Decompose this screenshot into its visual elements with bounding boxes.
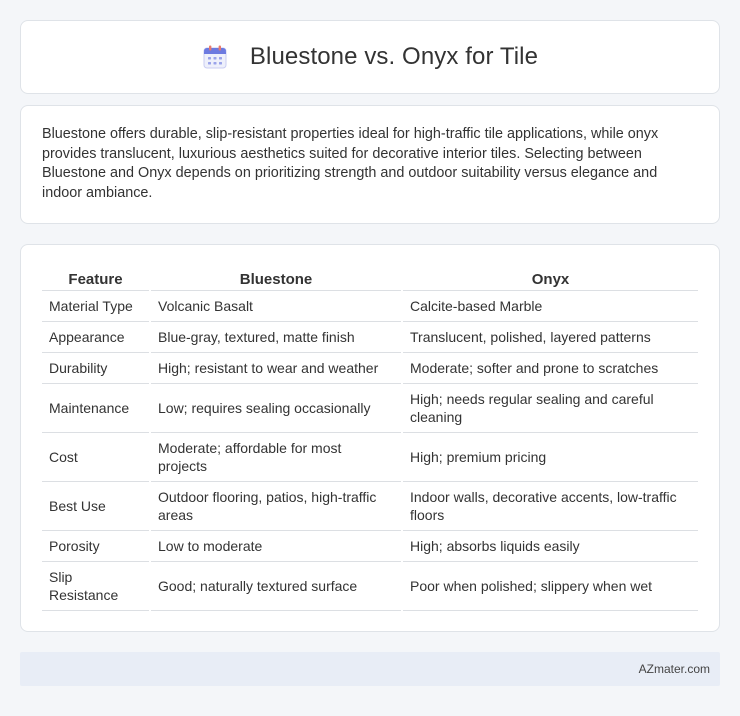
summary-text: Bluestone offers durable, slip-resistant properties ideal for high-traffic tile applications, while onyx provides translucent, luxurious aesthetics suited for decorative interior tiles. Selecting between Bluestone and Onyx depends on prioritizing strength and outdoor suitability versus elegance and indoor ambiance. — [42, 126, 659, 201]
feature-cell: Durability — [42, 352, 150, 383]
title-card — [20, 20, 720, 94]
onyx-cell: Moderate; softer and prone to scratches — [402, 352, 698, 383]
header-feature: Feature — [42, 265, 150, 290]
feature-cell: Best Use — [42, 481, 150, 530]
feature-cell: Slip Resistance — [42, 561, 150, 610]
onyx-cell: Indoor walls, decorative accents, low-traffic floors — [402, 481, 698, 530]
title-wrap — [202, 43, 538, 71]
bluestone-cell: Moderate; affordable for most projects — [150, 432, 402, 481]
bluestone-cell: Good; naturally textured surface — [150, 561, 402, 610]
table-row — [42, 432, 698, 481]
onyx-cell: High; premium pricing — [402, 432, 698, 481]
table-row — [42, 290, 698, 321]
table-header-row — [42, 265, 698, 290]
feature-cell: Cost — [42, 432, 150, 481]
table-row — [42, 481, 698, 530]
comparison-card — [20, 244, 720, 632]
onyx-cell: High; absorbs liquids easily — [402, 530, 698, 561]
table-row — [42, 561, 698, 610]
feature-cell: Appearance — [42, 321, 150, 352]
page-title: Bluestone vs. Onyx for Tile — [249, 43, 539, 70]
header-bluestone: Bluestone — [150, 265, 402, 290]
onyx-cell: High; needs regular sealing and careful cleaning — [402, 383, 698, 432]
bluestone-cell: Low; requires sealing occasionally — [150, 383, 402, 432]
feature-cell: Material Type — [42, 290, 150, 321]
summary-card — [20, 105, 720, 224]
footer — [20, 652, 720, 686]
footer-brand: AZmater.com — [638, 662, 710, 676]
comparison-table — [42, 265, 698, 611]
feature-cell: Porosity — [42, 530, 150, 561]
bluestone-cell: Blue-gray, textured, matte finish — [150, 321, 402, 352]
table-row — [42, 352, 698, 383]
calendar-icon — [202, 44, 228, 70]
bluestone-cell: Low to moderate — [150, 530, 402, 561]
header-onyx: Onyx — [402, 265, 698, 290]
bluestone-cell: Volcanic Basalt — [150, 290, 402, 321]
onyx-cell: Calcite-based Marble — [402, 290, 698, 321]
bluestone-cell: Outdoor flooring, patios, high-traffic areas — [150, 481, 402, 530]
onyx-cell: Poor when polished; slippery when wet — [402, 561, 698, 610]
feature-cell: Maintenance — [42, 383, 150, 432]
bluestone-cell: High; resistant to wear and weather — [150, 352, 402, 383]
onyx-cell: Translucent, polished, layered patterns — [402, 321, 698, 352]
table-row — [42, 321, 698, 352]
table-row — [42, 530, 698, 561]
table-row — [42, 383, 698, 432]
